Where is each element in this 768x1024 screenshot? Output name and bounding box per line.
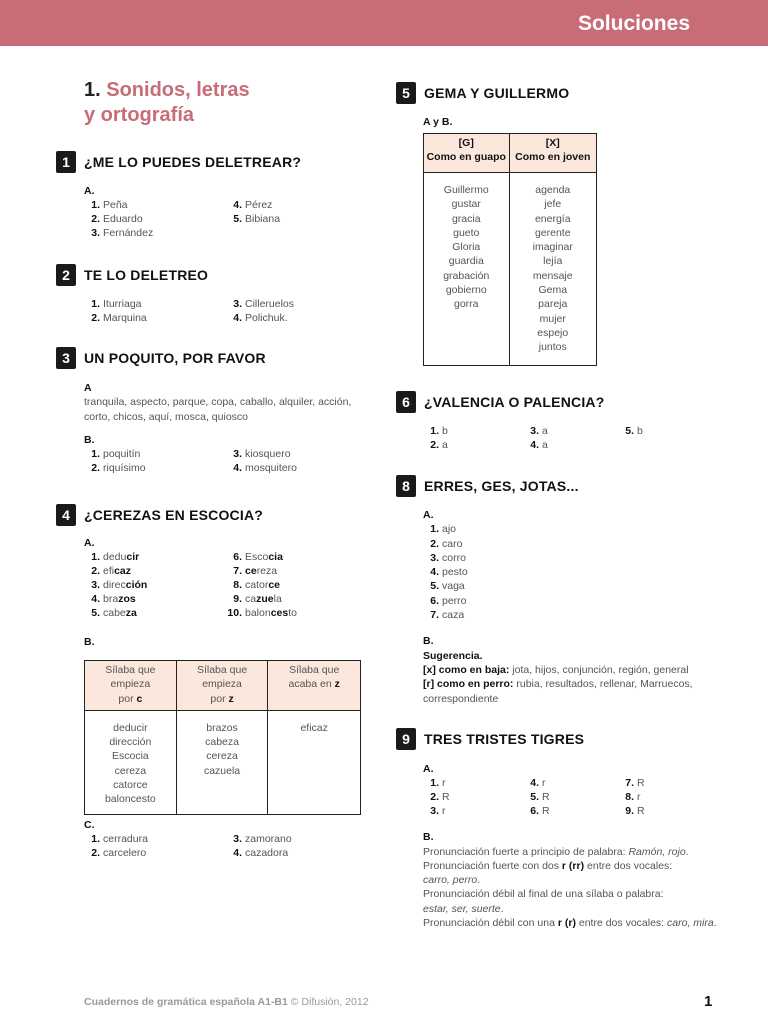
list-item: 2. caro bbox=[430, 537, 463, 550]
list-item: 2. a bbox=[430, 439, 448, 451]
answer-text: estar, ser, suerte. bbox=[423, 902, 504, 915]
section-8-answers bbox=[423, 508, 723, 706]
list-item: 5. Bibiana bbox=[233, 213, 281, 226]
label-a: A. bbox=[84, 537, 95, 549]
list-item: 4. cazadora bbox=[233, 847, 289, 860]
section-1-answers bbox=[84, 184, 364, 242]
section-8-heading bbox=[396, 475, 579, 497]
list-item: 2. Marquina bbox=[91, 312, 147, 324]
section-title: ¿ME LO PUEDES DELETREAR? bbox=[84, 154, 302, 170]
answer-text: corto, chicos, aquí, mosca, quiosco bbox=[84, 410, 248, 423]
list-item: 8. r bbox=[625, 791, 641, 804]
answer-text: Pronunciación fuerte con dos r (rr) entre dos vocales: bbox=[423, 859, 673, 872]
section-title: UN POQUITO, POR FAVOR bbox=[84, 350, 266, 366]
list-item: 4. r bbox=[530, 777, 546, 790]
list-item: 10. baloncesto bbox=[227, 607, 297, 620]
table-cell: agenda jefe energía gerente imaginar lejía mensaje Gema pareja mujer espejo juntos bbox=[509, 173, 596, 366]
section-badge: 6 bbox=[396, 391, 416, 413]
list-item: 1. deducir bbox=[91, 551, 140, 564]
answer-text: Pronunciación fuerte a principio de palabra: Ramón, rojo. bbox=[423, 845, 689, 858]
section-badge: 9 bbox=[396, 728, 416, 750]
list-item: 6. perro bbox=[430, 594, 467, 607]
list-item: 1. ajo bbox=[430, 523, 457, 536]
list-item: 1. poquitín bbox=[91, 448, 141, 461]
table-header: [G] Como en guapo bbox=[424, 134, 510, 173]
section-badge: 2 bbox=[56, 264, 76, 286]
section-badge: 8 bbox=[396, 475, 416, 497]
section-1-heading bbox=[56, 151, 301, 173]
chapter-title bbox=[84, 78, 250, 128]
table-cell: deducir dirección Escocia cereza catorce baloncesto bbox=[85, 710, 177, 814]
list-item: 2. riquísimo bbox=[91, 462, 146, 475]
list-item: 5. vaga bbox=[430, 580, 465, 593]
section-6-heading bbox=[396, 391, 605, 413]
answer-text: tranquila, aspecto, parque, copa, caballo, alquiler, acción, bbox=[84, 396, 352, 409]
label-a-y-b: A y B. bbox=[423, 116, 453, 128]
list-item: 3. dirección bbox=[91, 579, 148, 592]
book-title: Cuadernos de gramática española A1-B1 bbox=[84, 996, 288, 1008]
section-9-answers bbox=[423, 762, 723, 930]
section-title: GEMA Y GUILLERMO bbox=[424, 85, 570, 101]
chapter-number: 1. bbox=[84, 79, 101, 101]
section-2-heading bbox=[56, 264, 208, 286]
label-a: A. bbox=[423, 509, 434, 521]
list-item: 3. kiosquero bbox=[233, 448, 291, 461]
list-item: 7. R bbox=[625, 777, 645, 790]
list-item: 3. zamorano bbox=[233, 833, 292, 846]
table-cell: brazos cabeza cereza cazuela bbox=[176, 710, 268, 814]
list-item: 3. corro bbox=[430, 551, 466, 564]
section-badge: 5 bbox=[396, 82, 416, 104]
list-item: 8. catorce bbox=[233, 579, 281, 592]
section-title: TRES TRISTES TIGRES bbox=[424, 731, 585, 747]
footer-credit bbox=[84, 996, 369, 1008]
section-3-heading bbox=[56, 347, 266, 369]
label-b: B. bbox=[423, 635, 434, 648]
list-item: 4. pesto bbox=[430, 566, 468, 579]
answer-text: correspondiente bbox=[423, 692, 499, 705]
list-item: 4. brazos bbox=[91, 593, 136, 606]
answer-text: carro, perro. bbox=[423, 874, 481, 887]
list-item: 2. Eduardo bbox=[91, 213, 143, 226]
list-item: 4. a bbox=[530, 439, 548, 451]
header-bar bbox=[0, 0, 768, 46]
list-item: 1. Peña bbox=[91, 199, 128, 212]
table-header: Sílaba que empieza por c bbox=[85, 661, 177, 711]
list-item: 4. Pérez bbox=[233, 199, 273, 212]
answer-text: [x] como en baja: jota, hijos, conjunción, región, general bbox=[423, 663, 689, 676]
copyright: © Difusión, 2012 bbox=[287, 996, 369, 1008]
list-item: 3. Fernández bbox=[91, 227, 154, 240]
list-item: 5. R bbox=[530, 791, 550, 804]
section-2-answers bbox=[84, 297, 364, 327]
list-item: 2. R bbox=[430, 791, 450, 804]
table-header: Sílaba que empieza por z bbox=[176, 661, 268, 711]
label-b: B. bbox=[423, 831, 434, 844]
section-4-heading bbox=[56, 504, 263, 526]
label-b: B. bbox=[84, 433, 95, 446]
label-a: A. bbox=[84, 185, 95, 197]
label-c: C. bbox=[84, 819, 95, 831]
table-cell: eficaz bbox=[268, 710, 361, 814]
section-badge: 1 bbox=[56, 151, 76, 173]
label-b: B. bbox=[84, 636, 95, 648]
list-item: 1. r bbox=[430, 777, 446, 790]
list-item: 9. R bbox=[625, 805, 645, 818]
label-a: A. bbox=[423, 763, 434, 775]
list-item: 9. cazuela bbox=[233, 593, 282, 606]
list-item: 3. r bbox=[430, 805, 446, 818]
list-item: 6. Escocia bbox=[233, 551, 283, 564]
list-item: 4. Polichuk. bbox=[233, 312, 288, 324]
section-title: ¿CEREZAS EN ESCOCIA? bbox=[84, 507, 264, 523]
list-item: 3. a bbox=[530, 425, 548, 437]
section-4-answers-c bbox=[84, 818, 374, 862]
list-item: 4. mosquitero bbox=[233, 462, 297, 475]
table-cell: Guillermo gustar gracia gueto Gloria guardia grabación gobierno gorra bbox=[424, 173, 510, 366]
list-item: 2. carcelero bbox=[91, 847, 147, 860]
list-item: 5. b bbox=[625, 425, 643, 437]
section-badge: 4 bbox=[56, 504, 76, 526]
section-4-answers-a bbox=[84, 536, 374, 622]
label-a: A bbox=[84, 382, 92, 394]
list-item: 7. caza bbox=[430, 609, 465, 622]
list-item: 3. Cilleruelos bbox=[233, 298, 295, 310]
suggestion-label: Sugerencia. bbox=[423, 649, 483, 662]
section-6-answers bbox=[423, 424, 713, 454]
section-9-heading bbox=[396, 728, 584, 750]
list-item: 1. cerradura bbox=[91, 833, 148, 846]
section-5-heading bbox=[396, 82, 569, 104]
section-3-answers bbox=[84, 381, 374, 477]
list-item: 1. Iturriaga bbox=[91, 298, 142, 310]
list-item: 2. eficaz bbox=[91, 565, 132, 578]
page-number: 1 bbox=[704, 993, 713, 1010]
chapter-title-line1: Sonidos, letras bbox=[106, 79, 250, 101]
section-title: ¿VALENCIA O PALENCIA? bbox=[424, 394, 605, 410]
syllable-table bbox=[84, 660, 361, 815]
list-item: 5. cabeza bbox=[91, 607, 137, 620]
gema-guillermo-table bbox=[423, 133, 597, 366]
chapter-title-line2: y ortografía bbox=[84, 104, 195, 126]
answer-text: [r] como en perro: rubia, resultados, rellenar, Marruecos, bbox=[423, 678, 693, 691]
header-title: Soluciones bbox=[577, 12, 690, 35]
answer-text: Pronunciación débil con una r (r) entre dos vocales: caro, mira. bbox=[423, 917, 717, 930]
table-header: Sílaba que acaba en z bbox=[268, 661, 361, 711]
list-item: 1. b bbox=[430, 425, 448, 437]
list-item: 7. cereza bbox=[233, 565, 278, 578]
section-badge: 3 bbox=[56, 347, 76, 369]
answer-text: Pronunciación débil al final de una sílaba o palabra: bbox=[423, 888, 664, 901]
section-title: ERRES, GES, JOTAS... bbox=[424, 478, 579, 494]
section-title: TE LO DELETREO bbox=[84, 267, 209, 283]
list-item: 6. R bbox=[530, 805, 550, 818]
table-header: [X] Como en joven bbox=[509, 134, 596, 173]
